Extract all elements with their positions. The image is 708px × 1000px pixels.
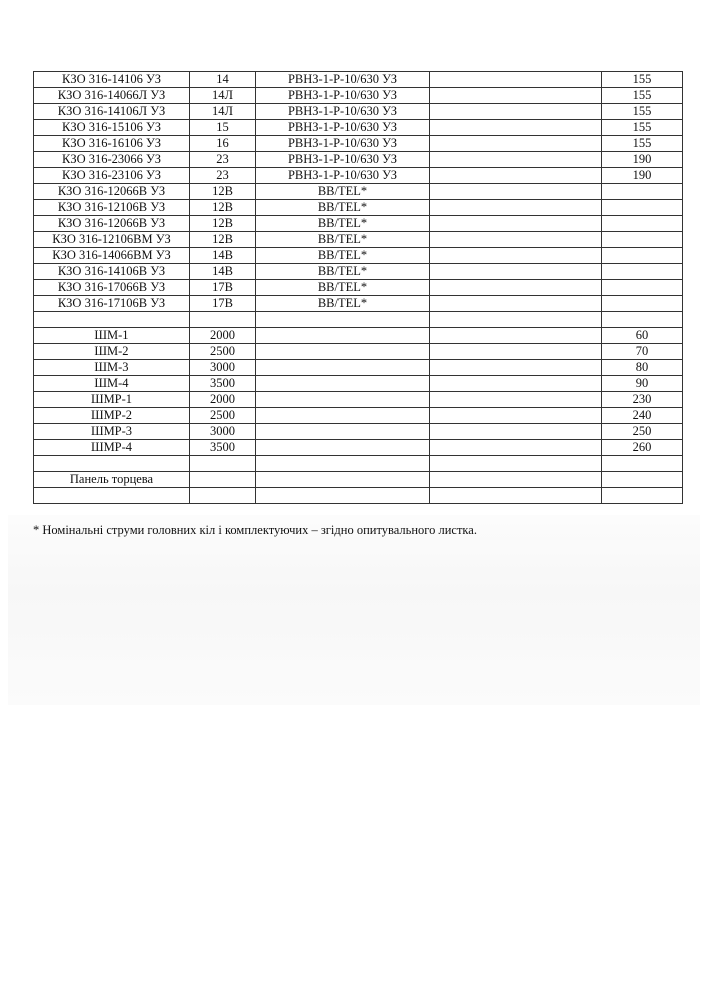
table-cell-switch-device: РВНЗ-1-Р-10/630 УЗ [256, 120, 430, 136]
table-cell-extra [430, 120, 602, 136]
table-cell-scheme-number: 12В [190, 200, 256, 216]
table-cell-price: 155 [602, 72, 683, 88]
table-row [34, 376, 683, 392]
table-cell-scheme-number: 12В [190, 216, 256, 232]
table-cell-extra [430, 200, 602, 216]
footnote: * Номінальні струми головних кіл і комплектуючих – згідно опитувального листка. [33, 523, 477, 537]
table-cell-cubicle-type: КЗО 316-23106 УЗ [34, 168, 190, 184]
table-cell-switch-device [256, 488, 430, 504]
table-cell-cubicle-type: КЗО 316-17066В УЗ [34, 280, 190, 296]
table-row [34, 472, 683, 488]
table-cell-cubicle-type: КЗО 316-15106 УЗ [34, 120, 190, 136]
table-cell-scheme-number: 12В [190, 184, 256, 200]
table-cell-cubicle-type: ШМР-1 [34, 392, 190, 408]
table-cell-cubicle-type: КЗО 316-12066В УЗ [34, 184, 190, 200]
table-row [34, 456, 683, 472]
table-cell-scheme-number: 3500 [190, 440, 256, 456]
table-cell-price [602, 488, 683, 504]
table-row [34, 296, 683, 312]
table-cell-cubicle-type: ШМР-3 [34, 424, 190, 440]
table-row [34, 424, 683, 440]
table-cell-price: 230 [602, 392, 683, 408]
table-cell-cubicle-type [34, 488, 190, 504]
table-cell-switch-device [256, 456, 430, 472]
table-row [34, 408, 683, 424]
table-cell-price [602, 248, 683, 264]
table-cell-extra [430, 152, 602, 168]
table-cell-cubicle-type: КЗО 316-14106В УЗ [34, 264, 190, 280]
table-cell-cubicle-type [34, 312, 190, 328]
table-row [34, 344, 683, 360]
table-cell-switch-device: РВНЗ-1-Р-10/630 УЗ [256, 152, 430, 168]
table-cell-switch-device: РВНЗ-1-Р-10/630 УЗ [256, 88, 430, 104]
table-cell-extra [430, 168, 602, 184]
table-cell-cubicle-type: ШМ-2 [34, 344, 190, 360]
table-cell-cubicle-type: КЗО 316-14106Л УЗ [34, 104, 190, 120]
table-cell-extra [430, 184, 602, 200]
table-row [34, 120, 683, 136]
table-cell-cubicle-type: КЗО 316-14066ВМ УЗ [34, 248, 190, 264]
table-cell-price [602, 216, 683, 232]
table-cell-scheme-number: 15 [190, 120, 256, 136]
table-cell-cubicle-type: Панель торцева [34, 472, 190, 488]
table-cell-switch-device: BB/TEL* [256, 184, 430, 200]
table-cell-price: 80 [602, 360, 683, 376]
table-cell-extra [430, 440, 602, 456]
table-cell-scheme-number [190, 472, 256, 488]
table-cell-price [602, 200, 683, 216]
table-cell-scheme-number: 3000 [190, 424, 256, 440]
table-cell-switch-device: BB/TEL* [256, 264, 430, 280]
table-cell-price: 260 [602, 440, 683, 456]
table-cell-extra [430, 424, 602, 440]
table-cell-cubicle-type: КЗО 316-17106В УЗ [34, 296, 190, 312]
table-cell-extra [430, 376, 602, 392]
table-cell-price: 190 [602, 152, 683, 168]
table-cell-extra [430, 472, 602, 488]
table-row [34, 168, 683, 184]
table-row [34, 280, 683, 296]
table-cell-scheme-number [190, 456, 256, 472]
table-cell-extra [430, 136, 602, 152]
table-cell-scheme-number: 23 [190, 168, 256, 184]
table-row [34, 88, 683, 104]
table-cell-price: 155 [602, 136, 683, 152]
table-cell-scheme-number: 14В [190, 248, 256, 264]
table-cell-scheme-number: 2000 [190, 328, 256, 344]
table-row [34, 216, 683, 232]
table-cell-price: 70 [602, 344, 683, 360]
table-cell-price [602, 296, 683, 312]
table-cell-switch-device [256, 392, 430, 408]
table-cell-cubicle-type: ШМ-3 [34, 360, 190, 376]
table-cell-extra [430, 248, 602, 264]
table-cell-scheme-number [190, 312, 256, 328]
table-cell-extra [430, 328, 602, 344]
equipment-table-body [34, 72, 683, 504]
table-cell-scheme-number: 2500 [190, 408, 256, 424]
table-cell-price [602, 472, 683, 488]
table-cell-switch-device [256, 344, 430, 360]
table-cell-scheme-number: 14Л [190, 88, 256, 104]
table-cell-scheme-number: 23 [190, 152, 256, 168]
table-cell-switch-device: BB/TEL* [256, 296, 430, 312]
table-cell-cubicle-type: КЗО 316-12106В УЗ [34, 200, 190, 216]
table-cell-extra [430, 344, 602, 360]
table-row [34, 360, 683, 376]
table-cell-price: 90 [602, 376, 683, 392]
table-cell-switch-device [256, 440, 430, 456]
table-cell-switch-device: BB/TEL* [256, 216, 430, 232]
table-row [34, 264, 683, 280]
table-cell-scheme-number: 17В [190, 296, 256, 312]
table-cell-cubicle-type: КЗО 316-12066В УЗ [34, 216, 190, 232]
table-cell-scheme-number: 17В [190, 280, 256, 296]
table-cell-price [602, 312, 683, 328]
table-cell-price: 155 [602, 104, 683, 120]
table-cell-cubicle-type: ШМ-4 [34, 376, 190, 392]
table-cell-price [602, 184, 683, 200]
table-cell-switch-device [256, 360, 430, 376]
table-row [34, 232, 683, 248]
table-cell-price [602, 456, 683, 472]
table-cell-cubicle-type: КЗО 316-14106 УЗ [34, 72, 190, 88]
table-cell-scheme-number: 2000 [190, 392, 256, 408]
table-cell-scheme-number [190, 488, 256, 504]
table-cell-extra [430, 264, 602, 280]
table-cell-scheme-number: 3500 [190, 376, 256, 392]
table-row [34, 184, 683, 200]
table-cell-extra [430, 232, 602, 248]
table-row [34, 392, 683, 408]
table-cell-scheme-number: 16 [190, 136, 256, 152]
table-cell-price: 250 [602, 424, 683, 440]
table-cell-switch-device [256, 328, 430, 344]
table-cell-extra [430, 280, 602, 296]
table-cell-switch-device: РВНЗ-1-Р-10/630 УЗ [256, 72, 430, 88]
table-cell-extra [430, 72, 602, 88]
scan-shading [8, 515, 700, 705]
table-cell-price: 240 [602, 408, 683, 424]
table-row [34, 200, 683, 216]
table-cell-switch-device: BB/TEL* [256, 248, 430, 264]
table-cell-switch-device [256, 312, 430, 328]
equipment-table [33, 71, 683, 504]
table-cell-price [602, 232, 683, 248]
table-cell-price: 190 [602, 168, 683, 184]
table-cell-extra [430, 360, 602, 376]
table-cell-scheme-number: 14Л [190, 104, 256, 120]
table-cell-switch-device: BB/TEL* [256, 232, 430, 248]
table-cell-switch-device: РВНЗ-1-Р-10/630 УЗ [256, 168, 430, 184]
table-cell-cubicle-type: ШМ-1 [34, 328, 190, 344]
table-cell-switch-device [256, 376, 430, 392]
table-cell-switch-device [256, 472, 430, 488]
table-cell-price [602, 264, 683, 280]
table-row [34, 152, 683, 168]
table-cell-switch-device: BB/TEL* [256, 200, 430, 216]
table-cell-scheme-number: 12В [190, 232, 256, 248]
table-row [34, 440, 683, 456]
table-cell-cubicle-type [34, 456, 190, 472]
table-cell-switch-device: РВНЗ-1-Р-10/630 УЗ [256, 136, 430, 152]
table-cell-cubicle-type: ШМР-4 [34, 440, 190, 456]
table-cell-cubicle-type: КЗО 316-14066Л УЗ [34, 88, 190, 104]
table-cell-scheme-number: 14 [190, 72, 256, 88]
table-cell-switch-device [256, 424, 430, 440]
table-cell-extra [430, 296, 602, 312]
table-cell-scheme-number: 3000 [190, 360, 256, 376]
table-cell-extra [430, 488, 602, 504]
table-cell-cubicle-type: КЗО 316-23066 УЗ [34, 152, 190, 168]
table-cell-switch-device: РВНЗ-1-Р-10/630 УЗ [256, 104, 430, 120]
table-cell-price: 155 [602, 88, 683, 104]
table-row [34, 328, 683, 344]
table-row [34, 136, 683, 152]
table-cell-switch-device: BB/TEL* [256, 280, 430, 296]
table-row [34, 312, 683, 328]
table-row [34, 248, 683, 264]
table-cell-extra [430, 216, 602, 232]
table-cell-switch-device [256, 408, 430, 424]
table-cell-cubicle-type: ШМР-2 [34, 408, 190, 424]
table-cell-extra [430, 104, 602, 120]
table-cell-extra [430, 312, 602, 328]
table-cell-price [602, 280, 683, 296]
table-row [34, 104, 683, 120]
table-cell-price: 60 [602, 328, 683, 344]
table-cell-cubicle-type: КЗО 316-12106ВМ УЗ [34, 232, 190, 248]
table-cell-extra [430, 88, 602, 104]
table-cell-extra [430, 408, 602, 424]
table-cell-scheme-number: 14В [190, 264, 256, 280]
table-cell-extra [430, 456, 602, 472]
table-cell-cubicle-type: КЗО 316-16106 УЗ [34, 136, 190, 152]
table-cell-price: 155 [602, 120, 683, 136]
table-row [34, 72, 683, 88]
table-cell-scheme-number: 2500 [190, 344, 256, 360]
table-cell-extra [430, 392, 602, 408]
table-row [34, 488, 683, 504]
